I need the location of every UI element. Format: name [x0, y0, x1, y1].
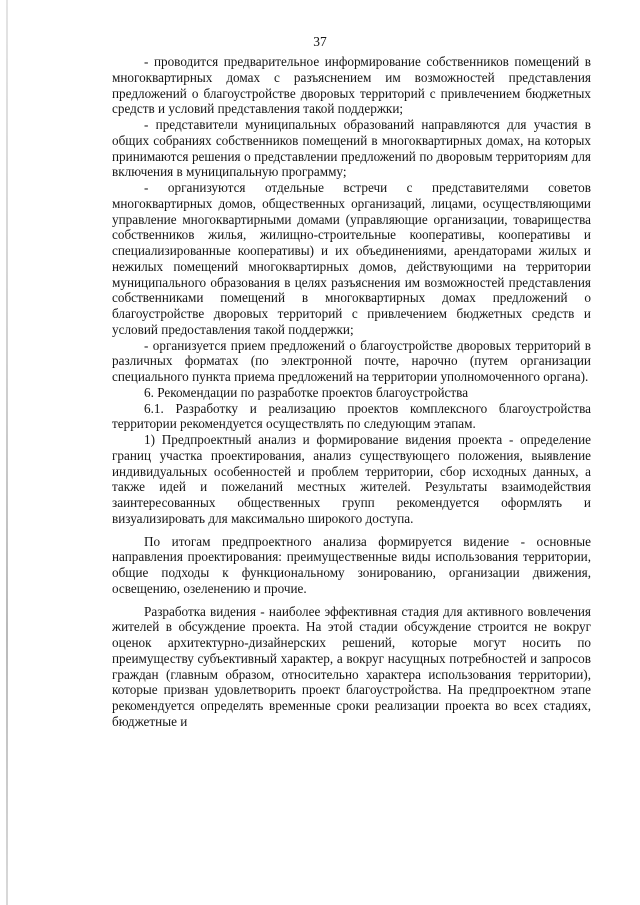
document-body	[112, 54, 591, 730]
paragraph-vision-development: Разработка видения - наиболее эффективная стадия для активного вовлечения жителей в обсуждение проекта. На этой стадии обсуждение строится не вокруг оценок архитектурно-дизайнерских решений, которые могут носить по преимуществу субъективный характер, а вокруг насущных потребностей и запросов граждан (главным образом, относительно характера использования территории), которые призван удовлетворить проект благоустройства. На предпроектном этапе рекомендуется определять временные сроки реализации проекта во всех стадиях, бюджетные и	[112, 603, 591, 729]
section-heading: 6. Рекомендации по разработке проектов благоустройства	[144, 384, 469, 400]
scan-edge-shadow	[6, 0, 8, 905]
paragraph-separate-meetings: - организуются отдельные встречи с представителями советов многоквартирных домов, общественных организаций, лицами, осуществляющими управление многоквартирными домами (управляющие организации, товарищества собственников жилья, жилищно-строительные кооперативы, кооперативы и специализированные кооперативы) и их объединениями, арендаторами жилых и нежилых помещений многоквартирных домов, действующими на территории муниципального образования в целях разъяснения им возможностей представления собственниками помещений в многоквартирных домах предложений о благоустройстве дворовых территорий с привлечением бюджетных средств и условий предоставления такой поддержки;	[112, 180, 591, 337]
paragraph-informing-owners: - проводится предварительное информирование собственников помещений в многоквартирных домах с разъяснением им возможностей представления предложений о благоустройстве дворовых территорий с привлечением бюджетных средств и условий представления такой поддержки;	[112, 54, 591, 117]
paragraph-proposal-reception: - организуется прием предложений о благоустройстве дворовых территорий в различных форматах (по электронной почте, нарочно (путем организации специального пункта приема предложений на территории уполномоченного органа).	[112, 337, 591, 384]
paragraph-municipal-representatives: - представители муниципальных образований направляются для участия в общих собраниях собственников помещений в многоквартирных домах, на которых принимаются решения о представлении предложений по дворовым территориям для включения в муниципальную программу;	[112, 117, 591, 180]
paragraph-clause-6-1: 6.1. Разработку и реализацию проектов комплексного благоустройства территории рекомендуется осуществлять по следующим этапам.	[112, 400, 591, 432]
paragraph-vision-results: По итогам предпроектного анализа формируется видение - основные направления проектирования: преимущественные виды использования территории, общие подходы к функциональному зонированию, организации движения, освещению, озеленению и прочие.	[112, 533, 591, 596]
paragraph-preproject-analysis: 1) Предпроектный анализ и формирование видения проекта - определение границ участка проектирования, анализ существующего положения, выявление индивидуальных особенностей и проблем территории, сбор исходных данных, а также идей и пожеланий местных жителей. Результаты взаимодействия заинтересованных общественных групп рекомендуется оформлять и визуализировать для максимально широкого доступа.	[112, 432, 591, 526]
page-number: 37	[313, 34, 327, 49]
